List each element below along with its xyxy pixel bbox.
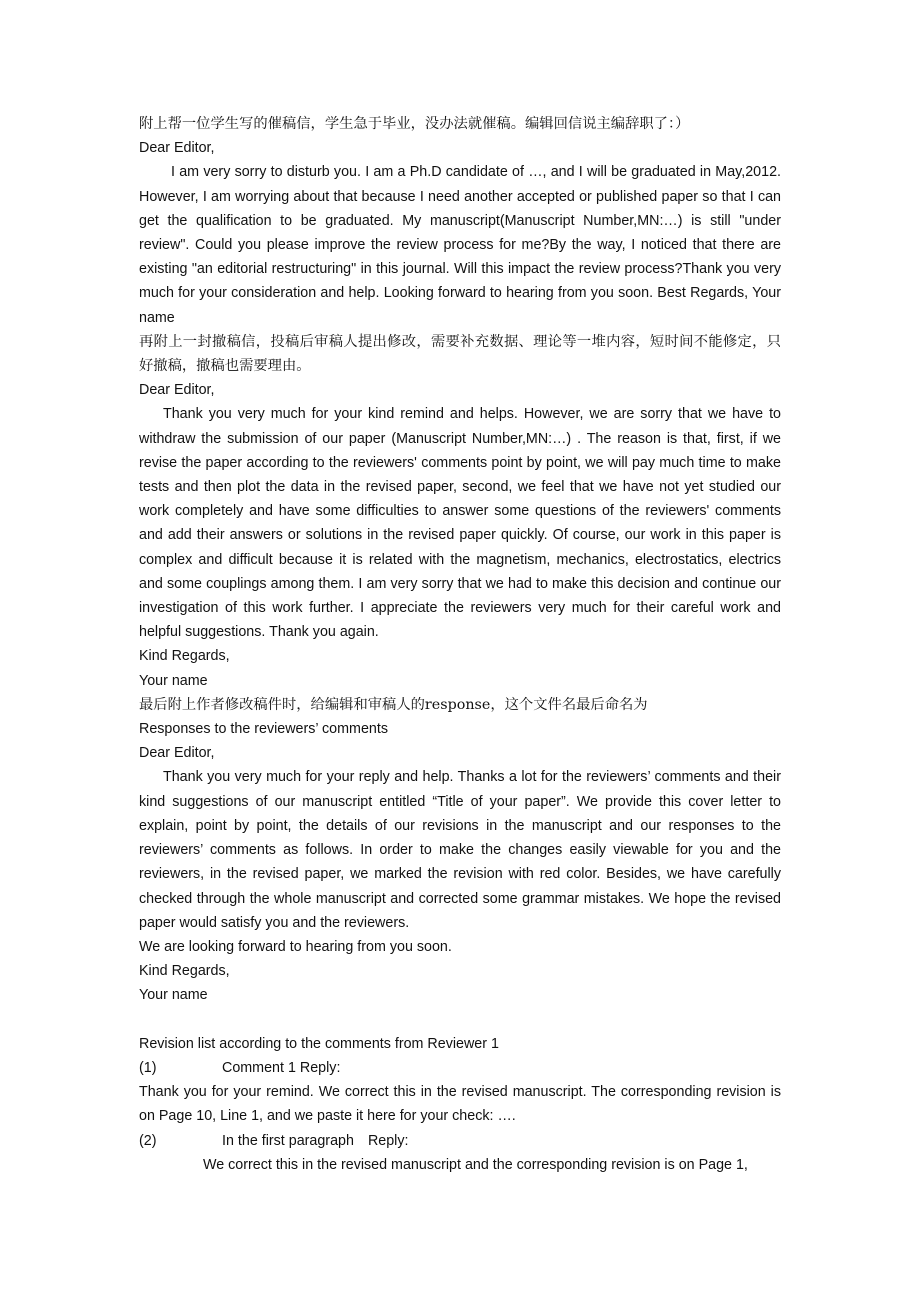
closing-response: Kind Regards, bbox=[139, 963, 230, 980]
reply-label: Reply: bbox=[299, 1059, 341, 1076]
revision-item-label: Comment 1 bbox=[222, 1059, 296, 1076]
salutation-response: Dear Editor, bbox=[139, 745, 215, 762]
response-title: Responses to the reviewers’ comments bbox=[139, 721, 388, 738]
blank-line bbox=[139, 1008, 781, 1032]
revision-item-number: (2) bbox=[139, 1132, 157, 1149]
reminder-letter-body: I am very sorry to disturb you. I am a Ph.D candidate of …, and I will be graduated in May,2012. However, I am worrying about that because I need another accepted or published paper so that I can get the qualification to be graduated. My manuscript(Manuscript Number,MN:…) is still "under review". Could you please improve the review process for me?By the way, I noticed that there are existing "an editorial restructuring" in this journal. Will this impact the review process?Thank you very much for your consideration and help. Looking forward to hearing from you soon. Best Regards, Your name bbox=[139, 164, 781, 326]
document-body bbox=[139, 112, 781, 1177]
intro-reminder-note: 附上帮一位学生写的催稿信，学生急于毕业，没办法就催稿。编辑回信说主编辞职了：） bbox=[139, 116, 690, 132]
looking-forward-line: We are looking forward to hearing from you soon. bbox=[139, 938, 452, 955]
revision-item-label: In the first paragraph bbox=[222, 1132, 354, 1149]
response-letter-body: Thank you very much for your reply and help. Thanks a lot for the reviewers’ comments and their kind suggestions of our manuscript entitled “Title of your paper”. We provide this cover letter to explain, point by point, the details of our revisions in the manuscript and our responses to the reviewers’ comments as follows. In order to make the changes easily viewable for you and the reviewers, in the revised paper, we marked the revision with red color. Besides, we have carefully checked through the whole manuscript and corrected some grammar mistakes. We hope the revised paper would satisfy you and the reviewers. bbox=[139, 769, 781, 931]
revision-item-number: (1) bbox=[139, 1059, 157, 1076]
revision-item-2-body: We correct this in the revised manuscript and the corresponding revision is on Page 1, bbox=[203, 1156, 748, 1173]
revision-item-1-body: Thank you for your remind. We correct this in the revised manuscript. The corresponding revision is on Page 10, Line 1, and we paste it here for your check: …. bbox=[139, 1084, 781, 1125]
revision-item-2-header bbox=[139, 1129, 781, 1153]
intro-response-note: 最后附上作者修改稿件时，给编辑和审稿人的response，这个文件名最后命名为 bbox=[139, 696, 648, 713]
withdraw-letter-body: Thank you very much for your kind remind and helps. However, we are sorry that we have to withdraw the submission of our paper (Manuscript Number,MN:…) . The reason is that, first, if we revise the paper according to the reviewers' comments point by point, we will pay much time to make tests and then plot the data in the revised paper, second, we feel that we have not yet studied our work completely and have some difficulties to answer some questions of the reviewers' comments and add their answers or solutions in the revised paper quickly. Of course, our work in this paper is complex and difficult because it is related with the magnetism, mechanics, electrostatics, electrics and some couplings among them. I am very sorry that we had to make this decision and continue our investigation of this work further. I appreciate the reviewers very much for their careful work and helpful suggestions. Thank you again. bbox=[139, 406, 781, 641]
signature-withdraw: Your name bbox=[139, 672, 208, 689]
signature-response: Your name bbox=[139, 987, 208, 1004]
revision-list-heading: Revision list according to the comments from Reviewer 1 bbox=[139, 1035, 499, 1052]
reply-label: Reply: bbox=[367, 1132, 409, 1149]
revision-item-1-header bbox=[139, 1056, 781, 1080]
salutation-withdraw: Dear Editor, bbox=[139, 382, 215, 399]
intro-withdraw-note: 再附上一封撤稿信，投稿后审稿人提出修改，需要补充数据、理论等一堆内容，短时间不能修定，只好撤稿，撤稿也需要理由。 bbox=[139, 333, 781, 375]
salutation-reminder: Dear Editor, bbox=[139, 140, 215, 157]
closing-withdraw: Kind Regards, bbox=[139, 648, 230, 665]
